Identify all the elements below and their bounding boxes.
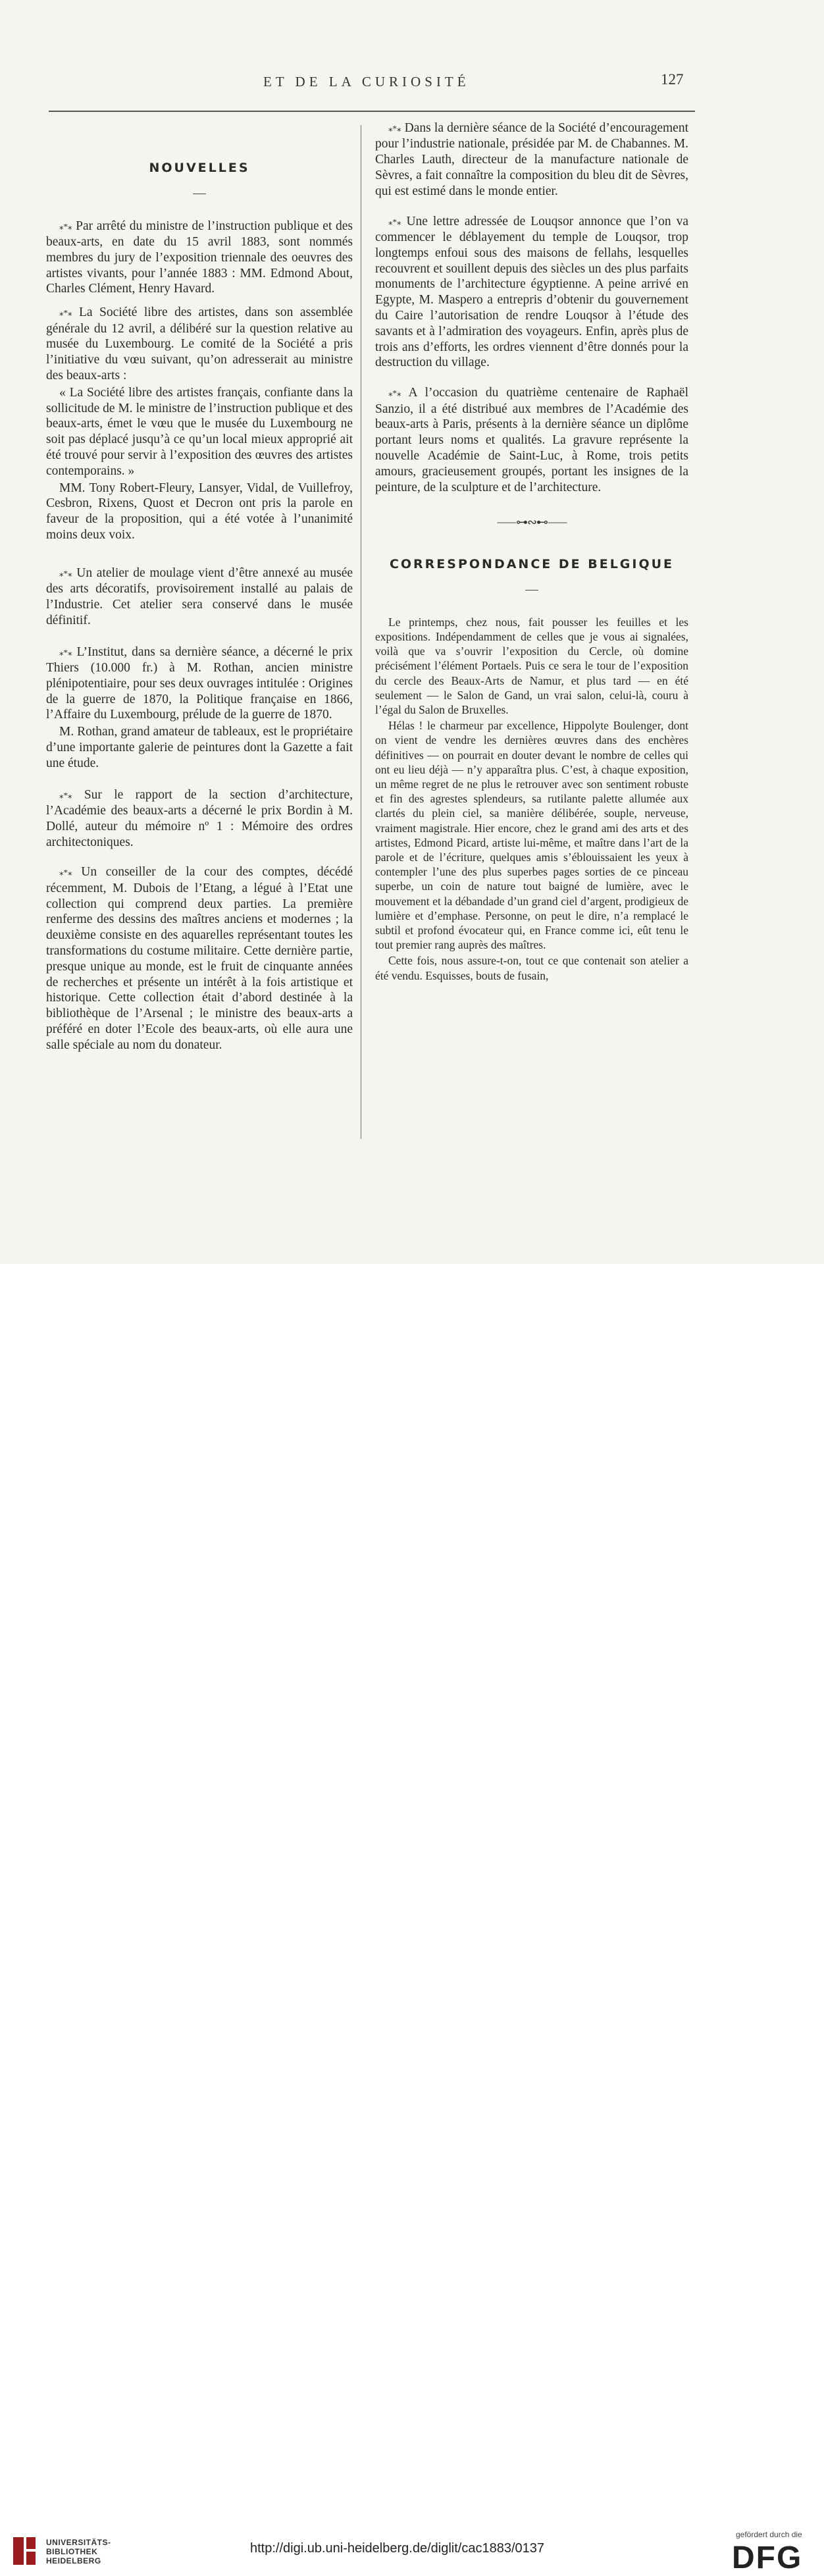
article-paragraph: Cette fois, nous assure-t-on, tout ce que contenait son atelier a été vendu. Esquisses, bouts de fusain, — [375, 954, 688, 982]
title-dash: — — [193, 186, 206, 200]
news-paragraph: MM. Tony Robert-Fleury, Lansyer, Vidal, de Vuillefroy, Cesbron, Rixens, Quost et Decron ont pris la parole en faveur de la proposition, qui a été votée à l’unanimité moins deux voix. — [46, 481, 353, 542]
ornament-divider-icon: ⸺⊶∾⊷⸺ — [496, 515, 567, 529]
left-column — [46, 125, 353, 1061]
page-number: 127 — [661, 71, 684, 88]
news-item: ⁎*⁎ L’Institut, dans sa dernière séance, a décerné le prix Thiers (10.000 fr.) à M. Rothan, ancien ministre plénipotentiaire, pour ses deux ouvrages intitulée : Origines de la guerre de 1870, la Politique française en 1866, l’Affaire du Luxembourg, prélude de la guerre de 1870. — [46, 644, 353, 722]
news-item: ⁎*⁎ Une lettre adressée de Louqsor annonce que l’on va commencer le déblayement du temple de Louqsor, trop longtemps enfoui sous des maisons de fellahs, lesquelles recouvrent et souillent depuis des siècles un des plus parfaits monuments de l’architecture égyptienne. A peine arrivé en Egypte, M. Maspero a entrepris d’obtenir du gouvernement du Caire l’autorisation de rendre Louqsor à l’étude des savants et à l’admiration des voyageurs. Enfin, après plus de trois ans d’efforts, les ordres viennent d’être donnés pour la destruction du village. — [375, 214, 688, 370]
asterism-icon: ⁎*⁎ — [59, 647, 72, 658]
asterism-icon: ⁎*⁎ — [59, 568, 72, 579]
asterism-icon: ⁎*⁎ — [59, 790, 72, 801]
right-column — [375, 120, 688, 991]
asterism-icon: ⁎*⁎ — [59, 221, 72, 232]
university-logo-icon — [9, 2535, 39, 2567]
asterism-icon: ⁎*⁎ — [59, 307, 72, 318]
news-item: ⁎*⁎ Sur le rapport de la section d’architecture, l’Académie des beaux-arts a décerné le prix Bordin à M. Dollé, auteur du mémoire nº 1 : Mémoire des ordres architectoniques. — [46, 787, 353, 849]
news-item: ⁎*⁎ La Société libre des artistes, dans son assemblée générale du 12 avril, a délibéré sur la question relative au musée du Luxembourg. Le comité de la Société a pris l’initiative du vœu suivant, qu’on adresserait au ministre des beaux-arts : — [46, 305, 353, 383]
dfg-logo: DFG — [732, 2540, 803, 2575]
asterism-icon: ⁎*⁎ — [388, 217, 401, 227]
page-header — [0, 71, 824, 93]
scanned-page — [0, 0, 824, 1264]
news-item: ⁎*⁎ A l’occasion du quatrième centenaire de Raphaël Sanzio, il a été distribué aux membres de l’Académie des beaux-arts à Paris, présents à la dernière séance un diplôme portant leurs noms et qualités. La gravure représente la nouvelle Académie de Saint-Luc, à Rome, trois petits amours, gracieusement groupés, portant les insignes de la peinture, de la sculpture et de l’architecture. — [375, 386, 688, 494]
asterism-icon: ⁎*⁎ — [388, 388, 401, 398]
section-title-belgique: CORRESPONDANCE DE BELGIQUE — [389, 557, 675, 572]
viewer-footer — [0, 1264, 824, 2575]
library-name: UNIVERSITÄTS- BIBLIOTHEK HEIDELBERG — [46, 2538, 111, 2565]
asterism-icon: ⁎*⁎ — [388, 123, 401, 134]
news-quote: « La Société libre des artistes français, confiante dans la sollicitude de M. le ministre de l’instruction publique et des beaux-arts, émet le vœu que le musée du Luxembourg ne soit pas déplacé jusqu’à ce qu’un local mieux approprié ait été trouvé pour servir à l’exposition des œuvres des artistes contemporains. » — [46, 385, 353, 478]
funded-by-label: gefördert durch die — [736, 2530, 802, 2539]
news-item: ⁎*⁎ Un conseiller de la cour des comptes, décédé récemment, M. Dubois de l’Etang, a légué à l’Etat une collection qui comprend deux parties. La première renferme des dessins des maîtres anciens et modernes ; la deuxième consiste en des aquarelles représentant toutes les transformations du costume militaire. Cette dernière partie, presque unique au monde, est le fruit de cinquante années de recherches et présente un intérêt à la fois artistique et historique. Cette collection était d’abord destinée à la bibliothèque de l’Arsenal ; le ministre des beaux-arts a préféré en doter l’Ecole des beaux-arts, où elle aura une salle spéciale au nom du donateur. — [46, 865, 353, 1052]
asterism-icon: ⁎*⁎ — [59, 868, 72, 878]
news-paragraph: M. Rothan, grand amateur de tableaux, est le propriétaire d’une importante galerie de peintures dont la Gazette a fait une étude. — [46, 725, 353, 770]
article-paragraph: Le printemps, chez nous, fait pousser les feuilles et les expositions. Indépendamment de celles que je vous ai signalées, voilà que va s’ouvrir l’exposition du Cercle, où domine précisément l’élément Portaels. Puis ce sera le tour de l’exposition du cercle des Beaux-Arts de Namur, et plus tard — en été seulement — le Salon de Gand, un vrai salon, celui-là, couru à l’égal du Salon de Bruxelles. — [375, 615, 688, 717]
running-title: ET DE LA CURIOSITÉ — [263, 74, 470, 90]
news-item: ⁎*⁎ Un atelier de moulage vient d’être annexé au musée des arts décoratifs, provisoirement installé au palais de l’Industrie. Cet atelier sera conservé dans le musée définitif. — [46, 565, 353, 627]
news-item: ⁎*⁎ Dans la dernière séance de la Société d’encouragement pour l’industrie nationale, présidée par M. de Chabannes. M. Charles Lauth, directeur de la manufacture nationale de Sèvres, a fait connaître la composition du bleu dit de Sèvres, qui est estimé dans le monde entier. — [375, 121, 689, 198]
permalink[interactable]: http://digi.ub.uni-heidelberg.de/diglit/cac1883/0137 — [250, 2541, 544, 2556]
article-paragraph: Hélas ! le charmeur par excellence, Hippolyte Boulenger, dont on vient de vendre les dernières œuvres dans des enchères définitives — on pourrait en douter devant le nombre de celles qui ont eu lieu déjà — n’y apparaîtra plus. C’est, à chaque exposition, un même regret de ne plus le retrouver avec son sentiment robuste et fin des agrestes splendeurs, sa rutilante palette allumée aux clartés du plein ciel, sa manière délibérée, souple, nerveuse, vraiment magistrale. Hier encore, chez le grand ami des arts et des artistes, Edmond Picard, artiste lui-même, et maître dans l’art de la parole et de l’écriture, quelques amis s’éblouissaient les yeux à contempler l’une des plus superbes pages sorties de ce pinceau superbe, un coin de nature tout baigné de lumière, avec le mouvement et la débandade d’un grand ciel d’argent, prodigieux de lumière et d’emphase. Personne, on peut le dire, n’a remplacé le subtil et profond évocateur qui, en France comme ici, eût tenu le tout premier rang auprès des maîtres. — [375, 719, 688, 952]
header-rule — [49, 111, 695, 112]
section-title-nouvelles: NOUVELLES — [149, 161, 250, 175]
news-item: ⁎*⁎ Par arrêté du ministre de l’instruction publique et des beaux-arts, en date du 15 avril 1883, sont nommés membres du jury de l’exposition triennale des oeuvres des artistes vivants, pour l’année 1883 : MM. Edmond About, Charles Clément, Henry Havard. — [46, 219, 353, 296]
title-dash: — — [525, 583, 538, 596]
